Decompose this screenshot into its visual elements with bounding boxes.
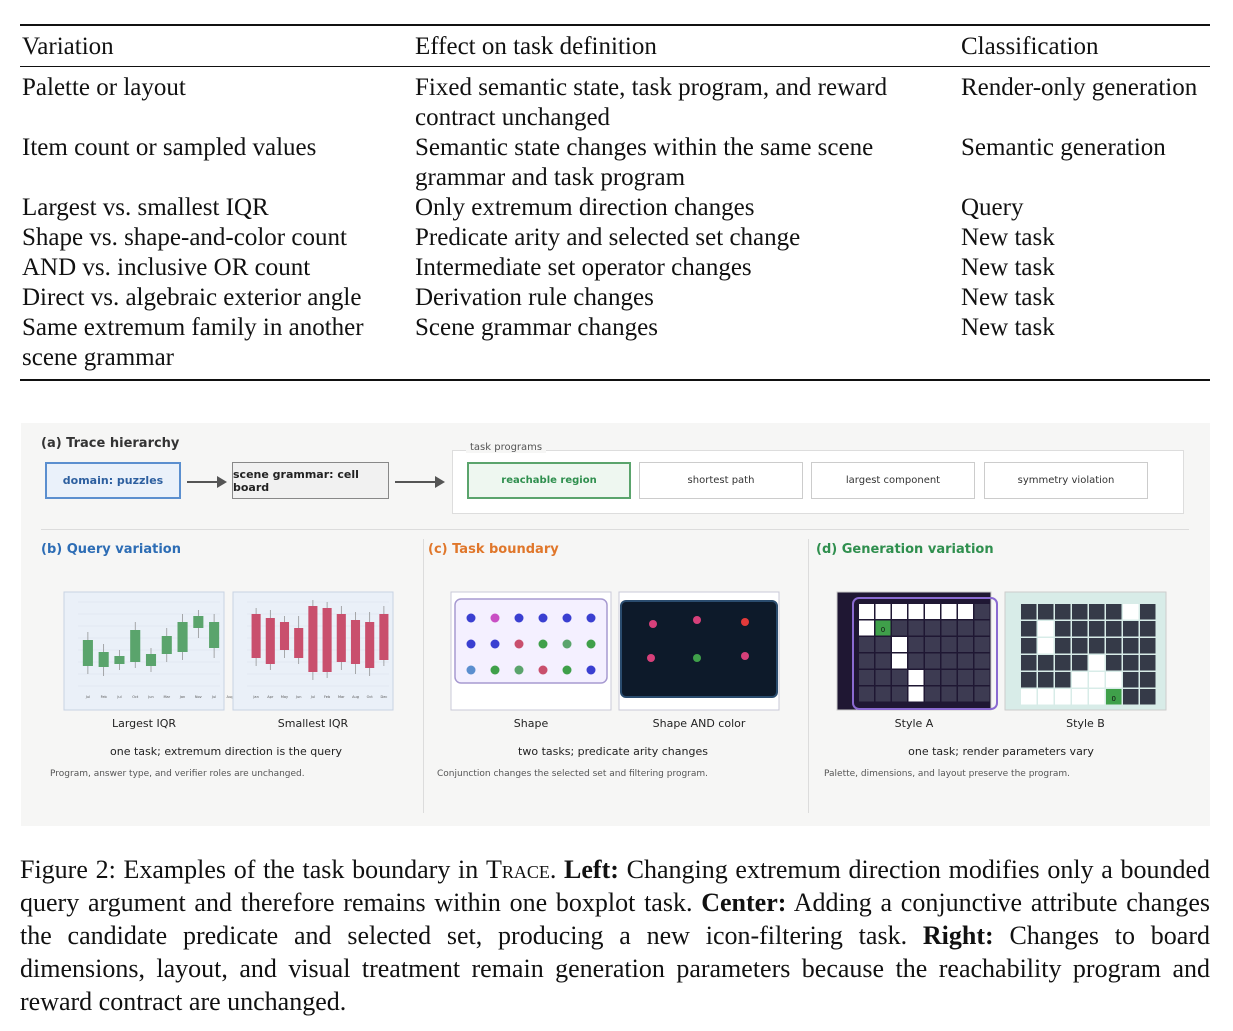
panel-c-summary: two tasks; predicate arity changes (518, 745, 708, 758)
board-cell (1140, 672, 1156, 688)
header-variation: Variation (22, 33, 114, 60)
board-cell (1072, 672, 1088, 688)
icon (563, 640, 572, 649)
board-cell (1106, 604, 1122, 620)
cell-effect: Intermediate set operator changes (415, 254, 752, 281)
board-cell (942, 670, 957, 685)
smallest-iqr-boxplot (233, 592, 393, 710)
board-cell (925, 621, 940, 636)
tick-label: Dec (380, 695, 388, 699)
task-programs-label: task programs (466, 442, 546, 453)
board-cell (1140, 604, 1156, 620)
table-row (20, 313, 1210, 373)
icon (515, 640, 524, 649)
icon (467, 666, 476, 675)
board-cell (958, 687, 973, 702)
style-b-caption: Style B (1066, 717, 1105, 730)
icon (649, 620, 657, 628)
icon (563, 666, 572, 675)
box (337, 614, 346, 662)
box (146, 654, 156, 666)
icon-board (455, 599, 607, 683)
cell-effect: Fixed semantic state, task program, and reward contract unchanged (415, 74, 888, 131)
icon (587, 614, 596, 623)
panel-b-title: (b) Query variation (41, 542, 181, 557)
board-cell (892, 687, 907, 702)
board-cell (1089, 604, 1105, 620)
cell-variation: Same extremum family in another scene grammar (22, 314, 364, 371)
icon (587, 640, 596, 649)
cell-effect: Semantic state changes within the same scene grammar and task program (415, 134, 874, 191)
board-cell (876, 654, 891, 669)
header-effect: Effect on task definition (415, 33, 657, 60)
board-cell (1106, 638, 1122, 654)
cell-effect: Derivation rule changes (415, 284, 654, 311)
icon (563, 614, 572, 623)
arrow-1 (187, 481, 225, 483)
board-cell (1140, 655, 1156, 671)
board-cell (909, 637, 924, 652)
figure-caption (20, 853, 1210, 1018)
board-cell (1140, 689, 1156, 705)
board-style-a (837, 592, 991, 710)
shape-icons-panel (451, 592, 611, 710)
icon (647, 654, 655, 662)
cell-classification: Render-only generation (961, 74, 1198, 101)
caption-right-label: Right: (922, 921, 994, 950)
board-cell (942, 637, 957, 652)
board-cell (909, 654, 924, 669)
box (280, 622, 289, 650)
table-bottom-rule (20, 379, 1210, 381)
caption-intro-end: . (549, 855, 557, 884)
shape-and-color-panel (619, 592, 779, 710)
table-body (20, 67, 1210, 379)
board-cell (859, 670, 874, 685)
tick-label: Jul (211, 695, 217, 699)
box (130, 630, 140, 662)
board-cell (1038, 655, 1054, 671)
box (365, 622, 374, 668)
figure-horizontal-divider (41, 529, 1189, 530)
board-cell (1123, 689, 1139, 705)
board-cell (1140, 621, 1156, 637)
variation-table (20, 24, 1210, 381)
board-cell (859, 621, 874, 636)
board-cell (942, 654, 957, 669)
tick-label: Jun (148, 695, 154, 699)
board-cell (975, 670, 990, 685)
box (252, 614, 261, 658)
tick-label: Oct (366, 695, 373, 699)
box (193, 616, 203, 628)
cell-variation: Direct vs. algebraic exterior angle (22, 284, 362, 311)
board-cell (1089, 672, 1105, 688)
box (99, 652, 109, 667)
icon (693, 616, 701, 624)
board-cell (892, 654, 907, 669)
board-cell (1072, 655, 1088, 671)
board-cell (1089, 655, 1105, 671)
board-cell (1021, 621, 1037, 637)
program-shortest-path: shortest path (639, 462, 803, 499)
tick-label: Aug (226, 695, 234, 699)
panel-d-note: Palette, dimensions, and layout preserve the program. (824, 769, 1070, 779)
board-cell (1089, 689, 1105, 705)
board-cell (1038, 689, 1054, 705)
box (266, 618, 275, 664)
icon (693, 654, 701, 662)
board-cell (958, 604, 973, 619)
divider-c-d (808, 539, 809, 813)
board-cell (876, 670, 891, 685)
board-cell (1072, 689, 1088, 705)
panel-a-title: (a) Trace hierarchy (41, 436, 180, 451)
tick-label: Jul (117, 695, 122, 699)
icon (741, 652, 749, 660)
board-cell (1055, 621, 1071, 637)
board-cell (975, 654, 990, 669)
program-reachable-region: reachable region (467, 462, 631, 499)
board-cell (1055, 604, 1071, 620)
box (162, 636, 172, 654)
board-cell (1072, 604, 1088, 620)
panel-c-title: (c) Task boundary (428, 542, 559, 557)
caption-left-text: Changing extremum direction modifies only a bounded query argument and therefore remains within one boxplot task. (20, 855, 1211, 917)
icon-board (621, 601, 777, 697)
board-cell (1123, 621, 1139, 637)
panel-d-title: (d) Generation variation (816, 542, 994, 557)
tick-label: Jul (310, 695, 316, 699)
board-cell (975, 604, 990, 619)
style-a-caption: Style A (894, 717, 934, 730)
board-cell (909, 604, 924, 619)
cell-classification: New task (961, 224, 1055, 251)
caption-center-label: Center: (701, 888, 787, 917)
board-cell (1021, 672, 1037, 688)
tick-label: May (280, 695, 289, 699)
board-cell (1123, 655, 1139, 671)
tick-label: Mar (337, 695, 345, 699)
tick-label: Jan (253, 695, 259, 699)
cell-variation: Palette or layout (22, 74, 186, 101)
icon (587, 666, 596, 675)
board-cell (925, 670, 940, 685)
smallest-iqr-caption: Smallest IQR (277, 717, 349, 730)
board-cell (1072, 621, 1088, 637)
board-cell (942, 621, 957, 636)
board-cell (1055, 689, 1071, 705)
tick-label: Nov (194, 695, 202, 699)
icon (515, 666, 524, 675)
panel-b-summary: one task; extremum direction is the query (110, 745, 342, 758)
table-row (20, 253, 1210, 283)
icon (741, 618, 749, 626)
start-marker: 0 (1111, 694, 1116, 703)
board-cell (958, 670, 973, 685)
board-cell (1123, 672, 1139, 688)
board-cell (1038, 672, 1054, 688)
box (379, 614, 388, 660)
caption-name: Trace (485, 855, 550, 884)
board-cell (925, 687, 940, 702)
board-cell (876, 637, 891, 652)
start-marker: 0 (880, 626, 886, 635)
icon (467, 640, 476, 649)
domain-box: domain: puzzles (45, 462, 181, 499)
tick-label: Oct (132, 695, 139, 699)
cell-variation: Item count or sampled values (22, 134, 317, 161)
board-cell (1123, 604, 1139, 620)
board-cell (1089, 638, 1105, 654)
cell-classification: New task (961, 314, 1055, 341)
tick-label: Feb (323, 695, 331, 699)
board-cell (1123, 638, 1139, 654)
board-cell (975, 621, 990, 636)
board-cell (859, 654, 874, 669)
icon (539, 640, 548, 649)
board-cell (859, 604, 874, 619)
header-classification: Classification (961, 33, 1099, 60)
cell-effect: Scene grammar changes (415, 314, 658, 341)
board-cell (1055, 638, 1071, 654)
board-cell (909, 621, 924, 636)
cell-variation: Largest vs. smallest IQR (22, 194, 269, 221)
board-cell (1038, 621, 1054, 637)
cell-classification: New task (961, 254, 1055, 281)
board-cell (892, 621, 907, 636)
board-cell (975, 637, 990, 652)
shape-caption: Shape (513, 717, 549, 730)
board-cell (892, 670, 907, 685)
board-cell (958, 621, 973, 636)
box (178, 622, 188, 652)
board-cell (876, 687, 891, 702)
board-cell (925, 604, 940, 619)
box (294, 628, 303, 658)
board-cell (925, 654, 940, 669)
tick-label: Mar (163, 695, 171, 699)
cell-classification: New task (961, 284, 1055, 311)
largest-iqr-caption: Largest IQR (111, 717, 177, 730)
board-cell (1089, 621, 1105, 637)
box (209, 622, 219, 648)
board-cell (958, 654, 973, 669)
board-cell (892, 637, 907, 652)
tick-label: Apr (267, 695, 274, 699)
largest-iqr-boxplot (64, 592, 234, 710)
program-symmetry-violation: symmetry violation (984, 462, 1148, 499)
cell-effect: Predicate arity and selected set change (415, 224, 801, 251)
box (323, 608, 332, 672)
cell-effect: Only extremum direction changes (415, 194, 755, 221)
panel-d-summary: one task; render parameters vary (908, 745, 1094, 758)
board-style-b (1005, 592, 1166, 710)
caption-center-text: Adding a conjunctive attribute changes the candidate predicate and selected set, producing a new icon-filtering task. (20, 888, 1210, 950)
icon (539, 614, 548, 623)
board-cell (1072, 638, 1088, 654)
board-cell (909, 670, 924, 685)
figure-panel (21, 423, 1210, 826)
divider-b-c (423, 539, 424, 813)
tick-label: Jun (295, 695, 302, 699)
board-cell (1106, 621, 1122, 637)
board-cell (859, 687, 874, 702)
table-row (20, 133, 1210, 193)
tick-label: Feb (100, 695, 107, 699)
icon (467, 614, 476, 623)
cell-classification: Query (961, 194, 1024, 221)
board-cell (909, 687, 924, 702)
table-row (20, 223, 1210, 253)
icon (491, 614, 500, 623)
board-cell (1021, 689, 1037, 705)
table-header-row (20, 26, 1210, 66)
panel-b-note: Program, answer type, and verifier roles are unchanged. (50, 769, 305, 779)
board-cell (1021, 604, 1037, 620)
board-cell (1021, 655, 1037, 671)
icon (491, 640, 500, 649)
cell-variation: AND vs. inclusive OR count (22, 254, 311, 281)
box (114, 656, 124, 664)
tick-label: Jan (179, 695, 186, 699)
box (83, 640, 93, 666)
grammar-box: scene grammar: cell board (232, 462, 389, 499)
board-cell (958, 637, 973, 652)
caption-left-label: Left: (564, 855, 619, 884)
tick-label: Aug (352, 695, 359, 699)
cell-variation: Shape vs. shape-and-color count (22, 224, 347, 251)
board-cell (892, 604, 907, 619)
board-cell (942, 604, 957, 619)
table-row (20, 73, 1210, 133)
caption-right-text: Changes to board dimensions, layout, and visual treatment remain generation parameters because the reachability program and reward contract are unchanged. (20, 921, 1211, 1016)
arrow-2 (395, 481, 443, 483)
program-largest-component: largest component (811, 462, 975, 499)
shape-and-color-caption: Shape AND color (652, 717, 746, 730)
board-cell (1055, 672, 1071, 688)
board-cell (876, 604, 891, 619)
board-cell (1106, 672, 1122, 688)
table-row (20, 193, 1210, 223)
panel-c-note: Conjunction changes the selected set and filtering program. (437, 769, 709, 779)
cell-classification: Semantic generation (961, 134, 1166, 161)
tick-label: Jul (85, 695, 91, 699)
icon (515, 614, 524, 623)
board-cell (859, 637, 874, 652)
board-cell (925, 637, 940, 652)
box (351, 620, 360, 664)
board-cell (1140, 638, 1156, 654)
icon (539, 666, 548, 675)
board-cell (1021, 638, 1037, 654)
box (308, 606, 317, 672)
board-cell (1038, 604, 1054, 620)
caption-label: Figure 2: Examples of the task boundary in (20, 855, 479, 884)
board-cell (1106, 655, 1122, 671)
board-cell (1055, 655, 1071, 671)
board-cell (975, 687, 990, 702)
icon (491, 666, 500, 675)
table-row (20, 283, 1210, 313)
board-cell (942, 687, 957, 702)
board-cell (1038, 638, 1054, 654)
